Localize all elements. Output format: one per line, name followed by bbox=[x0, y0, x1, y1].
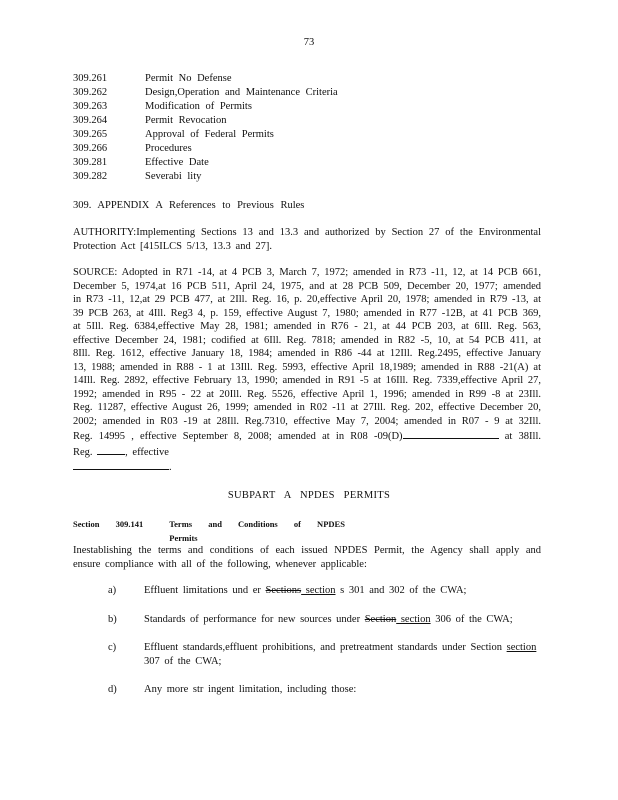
list-item bbox=[108, 683, 540, 697]
item-text bbox=[144, 641, 540, 668]
toc-row bbox=[73, 100, 543, 114]
item-text-part: Standards of performance for new sources under bbox=[144, 614, 365, 625]
intro-paragraph: Inestablishing the terms and conditions of each issued NPDES Permit, the Agency shall apply and ensure compliance with all of the following, whenever applicable: bbox=[73, 545, 541, 570]
toc-number: 309.261 bbox=[73, 73, 108, 84]
toc-title: Design,Operation and Maintenance Criteria bbox=[145, 87, 338, 98]
source-tail: . bbox=[169, 462, 172, 473]
item-label: b) bbox=[108, 614, 117, 625]
list-item bbox=[108, 584, 540, 598]
toc-row bbox=[73, 86, 543, 100]
item-text: Any more str ingent limitation, including those: bbox=[144, 684, 357, 695]
toc-row bbox=[73, 114, 543, 128]
toc-number: 309.266 bbox=[73, 143, 108, 154]
toc-row bbox=[73, 170, 543, 184]
toc-title: Modification of Permits bbox=[145, 101, 252, 112]
toc-row bbox=[73, 128, 543, 142]
toc-title: Permit No Defense bbox=[145, 73, 232, 84]
list-item bbox=[108, 641, 540, 668]
inserted-text: section bbox=[506, 642, 537, 653]
toc-number: 309.263 bbox=[73, 101, 108, 112]
list-item bbox=[108, 613, 540, 627]
source-mid: at 38Ill. Reg. bbox=[73, 431, 541, 458]
item-text-part: s 301 and 302 of the CWA; bbox=[335, 585, 467, 596]
item-text bbox=[144, 613, 540, 627]
blank-line bbox=[403, 428, 499, 439]
struck-text: Sections bbox=[265, 585, 302, 596]
toc-row bbox=[73, 72, 543, 86]
item-label: d) bbox=[108, 684, 117, 695]
section-title: Terms and Conditions of NPDES Permits bbox=[169, 519, 345, 543]
item-text-part: 306 of the CWA; bbox=[430, 614, 513, 625]
toc-title: Permit Revocation bbox=[145, 115, 227, 126]
page-number: 73 bbox=[303, 37, 315, 48]
blank-line bbox=[73, 459, 169, 470]
toc-row bbox=[73, 156, 543, 170]
toc-number: 309.264 bbox=[73, 115, 108, 126]
struck-text: Section bbox=[364, 614, 397, 625]
appendix-entry: 309. APPENDIX A References to Previous Rules bbox=[73, 200, 305, 211]
toc-number: 309.262 bbox=[73, 87, 108, 98]
subpart-heading: SUBPART A NPDES PERMITS bbox=[227, 490, 391, 501]
item-text-part: Effluent limitations und er bbox=[144, 585, 266, 596]
item-label: c) bbox=[108, 642, 117, 653]
item-label: a) bbox=[108, 585, 117, 596]
section-label: Section bbox=[73, 519, 100, 529]
source-end: , effective bbox=[125, 446, 169, 458]
item-text bbox=[144, 584, 540, 598]
toc-number: 309.282 bbox=[73, 171, 108, 182]
toc-number: 309.281 bbox=[73, 157, 108, 168]
source-text: SOURCE: Adopted in R71 -14, at 4 PCB 3, March 7, 1972; amended in R73 -11, 12, at 14 PCB 661, December 5, 1974,at 16 PCB 511, April 24, 1975, and at 28 PCB 509, December 20, 1977; amended in R73 -11, 12,at 29 PCB 477, at 2Ill. Reg. 16, p. 20,effective April 20, 1978; amended in R79 -13, at 39 PCB 263, at 4Ill. Reg3 4, p. 159, effective August 7, 1980; amended in R77 -12B, at 41 PCB 369, at 5Ill. Reg. 6384,effective May 28, 1981; amended in R76 - 21, at 44 PCB 203, at 6Ill. Reg. 563, effective December 24, 1981; codified at 6Ill. Reg. 7818; amended in R82 -5, 10, at 54 PCB 411, at 8Ill. Reg. 1612, effective January 18, 1984; amended in R86 -44 at 12Ill. Reg.2495, effective January 13, 1988; amended in R88 - 1 at 13Ill. Reg. 5993, effective April 18,1989; amended in R88 -21(A) at 14Ill. Reg. 2892, effective February 13, 1990; amended in R91 -5 at 16Ill. Reg. 7339,effective April 27, 1992; amended in R95 - 22 at 20Ill. Reg. 5526, effective April 1, 1996; amended in R99 -8 at 23Ill. Reg. 11287, effective August 26, 1999; amended in R02 -11 at 27Ill. Reg. 202, effective December 20, 2002; amended in R03 -19 at 28Ill. Reg.7310, effective May 7, 2004; amended in R07 - 9 at 32Ill. Reg. 14995 , effective September 8, 2008; amended at in R08 -09(D) bbox=[73, 267, 541, 442]
table-of-contents bbox=[73, 72, 543, 184]
authority-note: AUTHORITY:Implementing Sections 13 and 13.3 and authorized by Section 27 of the Environmental Protection Act [415ILCS 5/13, 13.3 and 27]. bbox=[73, 227, 541, 252]
toc-title: Effective Date bbox=[145, 157, 209, 168]
source-note bbox=[73, 266, 541, 475]
section-number: 309.141 bbox=[115, 519, 144, 529]
inserted-text: section bbox=[396, 614, 431, 625]
item-text-part: Effluent standards,effluent prohibitions, and pretreatment standards under Section bbox=[144, 642, 507, 653]
section-heading bbox=[73, 518, 373, 545]
toc-title: Approval of Federal Permits bbox=[145, 129, 274, 140]
toc-title: Severabi lity bbox=[145, 171, 202, 182]
item-text-part: 307 of the CWA; bbox=[144, 655, 222, 667]
toc-number: 309.265 bbox=[73, 129, 108, 140]
blank-line bbox=[97, 444, 125, 455]
toc-title: Procedures bbox=[145, 143, 192, 154]
inserted-text: section bbox=[301, 585, 336, 596]
toc-row bbox=[73, 142, 543, 156]
